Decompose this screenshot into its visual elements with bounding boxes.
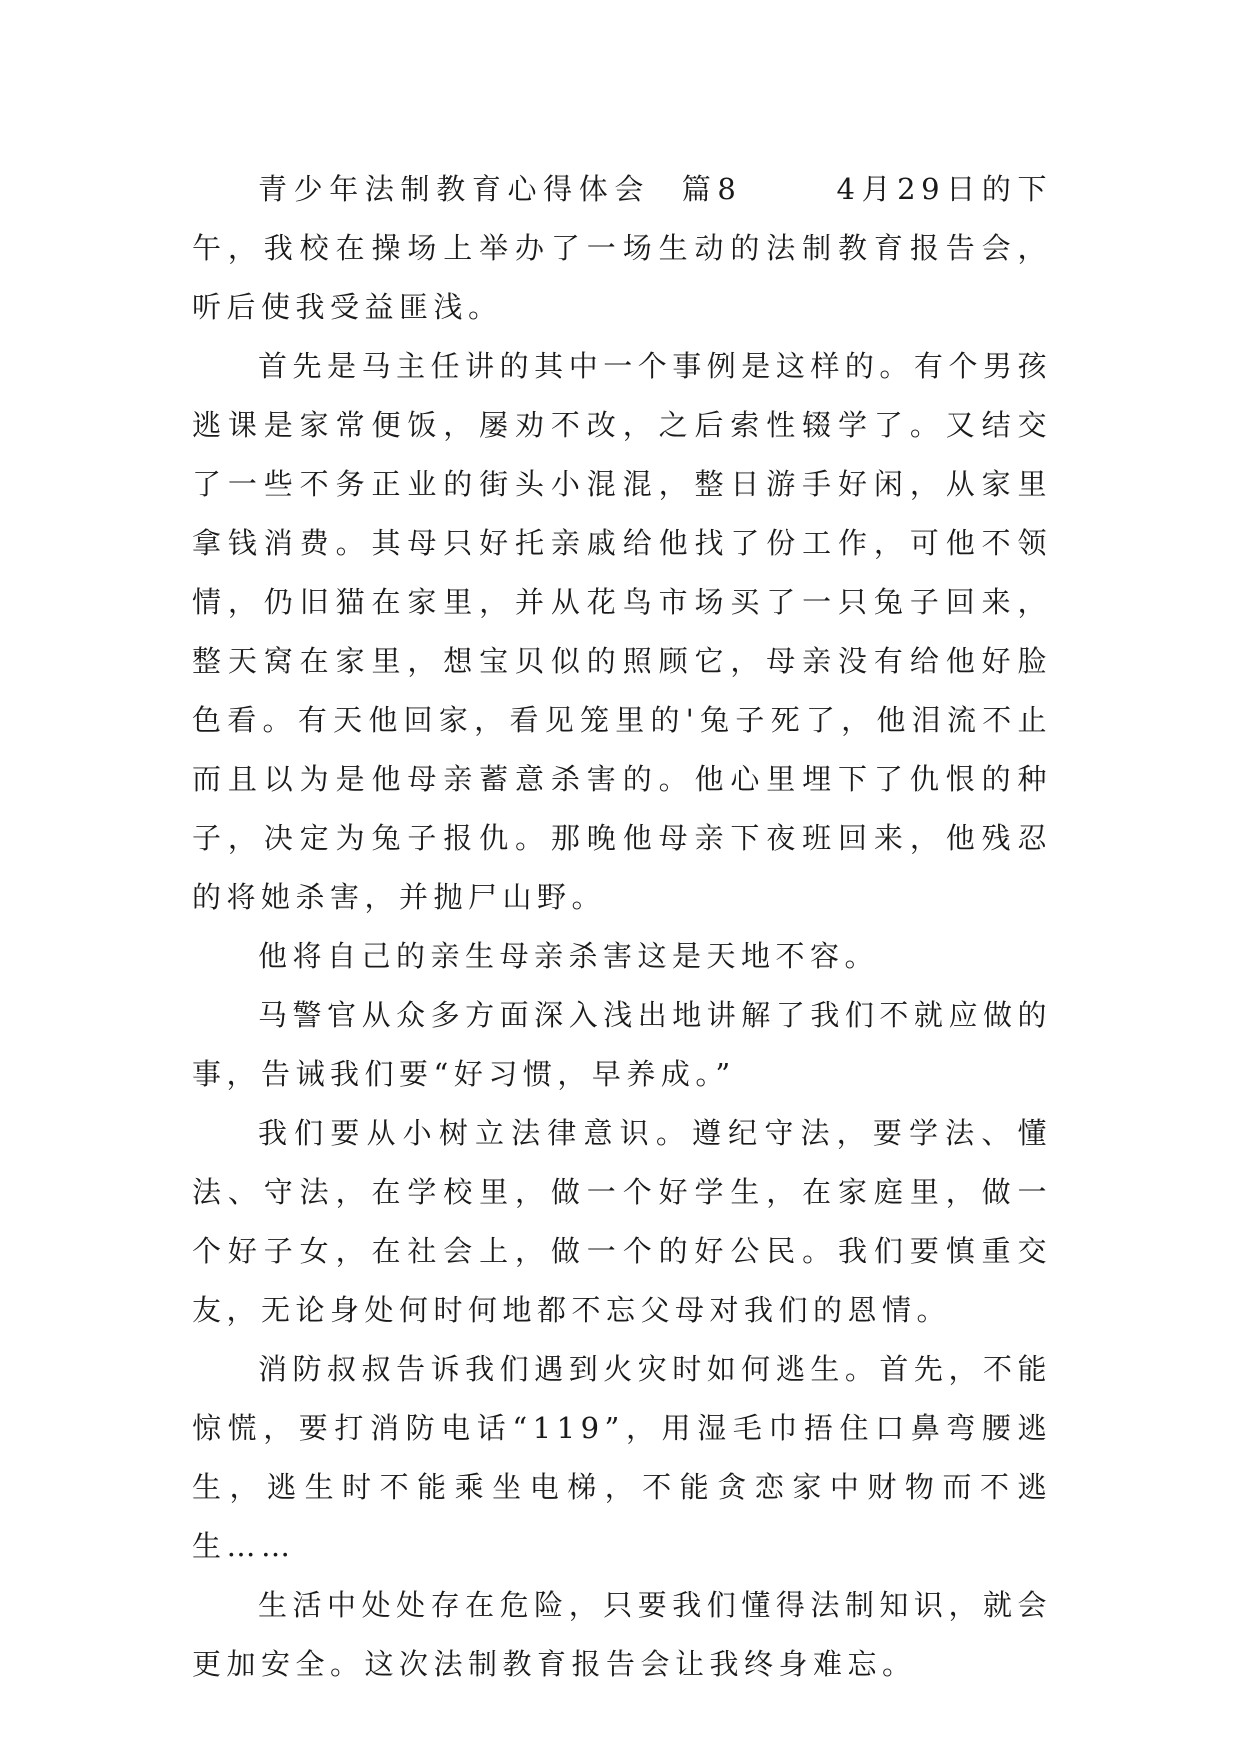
- paragraph-fire-safety: 消防叔叔告诉我们遇到火灾时如何逃生。首先，不能惊慌，要打消防电话“119”，用湿毛巾捂住口鼻弯腰逃生，逃生时不能乘坐电梯，不能贪恋家中财物而不逃生……: [192, 1352, 1052, 1563]
- paragraph-conclusion: 生活中处处存在危险，只要我们懂得法制知识，就会更加安全。这次法制教育报告会让我终身难忘。: [192, 1588, 1052, 1681]
- document-page: [192, 160, 1052, 1694]
- paragraph-law-awareness: 我们要从小树立法律意识。遵纪守法，要学法、懂法、守法，在学校里，做一个好学生，在家庭里，做一个好子女，在社会上，做一个的好公民。我们要慎重交友，无论身处何时何地都不忘父母对我们的恩情。: [192, 1116, 1052, 1327]
- paragraph-officer: 马警官从众多方面深入浅出地讲解了我们不就应做的事，告诫我们要“好习惯，早养成。”: [192, 998, 1052, 1091]
- paragraph-intro: 青少年法制教育心得体会 篇8 4月29日的下午，我校在操场上举办了一场生动的法制教育报告会，听后使我受益匪浅。: [192, 172, 1052, 324]
- paragraph-story: 首先是马主任讲的其中一个事例是这样的。有个男孩逃课是家常便饭，屡劝不改，之后索性辍学了。又结交了一些不务正业的街头小混混，整日游手好闲，从家里拿钱消费。其母只好托亲戚给他找了份工作，可他不领情，仍旧猫在家里，并从花鸟市场买了一只兔子回来，整天窝在家里，想宝贝似的照顾它，母亲没有给他好脸色看。有天他回家，看见笼里的'兔子死了，他泪流不止而且以为是他母亲蓄意杀害的。他心里埋下了仇恨的种子，决定为兔子报仇。那晚他母亲下夜班回来，他残忍的将她杀害，并抛尸山野。: [192, 349, 1052, 914]
- paragraph-comment: 他将自己的亲生母亲杀害这是天地不容。: [258, 939, 880, 973]
